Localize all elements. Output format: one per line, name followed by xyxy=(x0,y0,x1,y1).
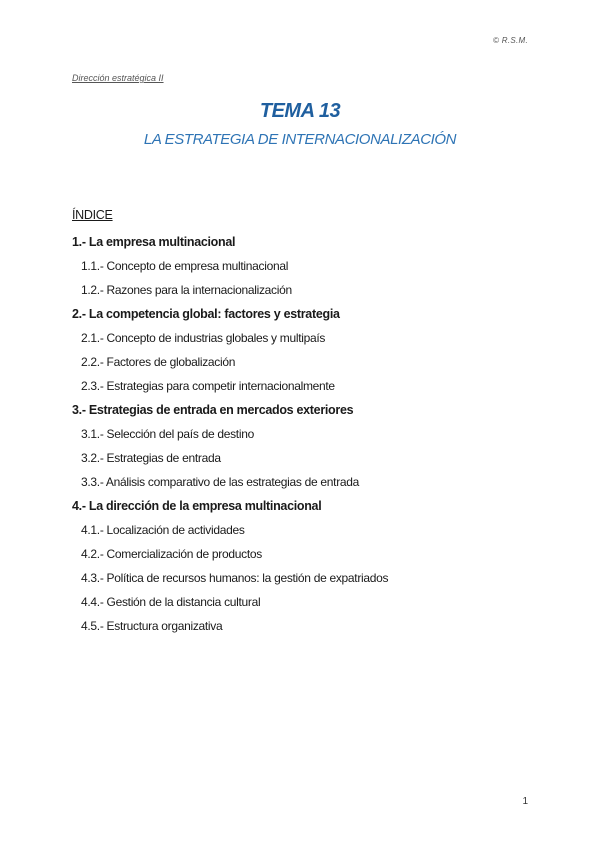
index-section: 3.- Estrategias de entrada en mercados exteriores xyxy=(72,403,354,417)
index-section: 2.- La competencia global: factores y estrategia xyxy=(72,307,340,321)
document-subtitle: LA ESTRATEGIA DE INTERNACIONALIZACIÓN xyxy=(143,131,457,148)
page-number: 1 xyxy=(522,796,528,807)
table-of-contents xyxy=(72,206,532,638)
document-title: TEMA 13 xyxy=(259,100,341,122)
copyright-notice: © R.S.M. xyxy=(493,36,528,45)
index-subsection: 4.1.- Localización de actividades xyxy=(81,523,245,537)
index-section: 1.- La empresa multinacional xyxy=(72,235,236,249)
index-subsection: 4.2.- Comercialización de productos xyxy=(81,547,262,561)
index-subsection: 1.2.- Razones para la internacionalización xyxy=(81,283,292,297)
index-section: 4.- La dirección de la empresa multinacional xyxy=(72,499,322,513)
index-subsection: 4.5.- Estructura organizativa xyxy=(81,619,223,633)
index-list xyxy=(72,230,532,638)
index-subsection: 3.2.- Estrategias de entrada xyxy=(81,451,221,465)
index-subsection: 4.4.- Gestión de la distancia cultural xyxy=(81,595,261,609)
index-heading: ÍNDICE xyxy=(72,208,113,222)
index-subsection: 3.1.- Selección del país de destino xyxy=(81,427,254,441)
index-subsection: 2.3.- Estrategias para competir internacionalmente xyxy=(81,379,335,393)
course-name: Dirección estratégica II xyxy=(72,73,164,83)
index-subsection: 4.3.- Política de recursos humanos: la gestión de expatriados xyxy=(81,571,389,585)
index-subsection: 3.3.- Análisis comparativo de las estrategias de entrada xyxy=(81,475,360,489)
index-subsection: 2.1.- Concepto de industrias globales y multipaís xyxy=(81,331,326,345)
index-subsection: 2.2.- Factores de globalización xyxy=(81,355,236,369)
index-subsection: 1.1.- Concepto de empresa multinacional xyxy=(81,259,289,273)
